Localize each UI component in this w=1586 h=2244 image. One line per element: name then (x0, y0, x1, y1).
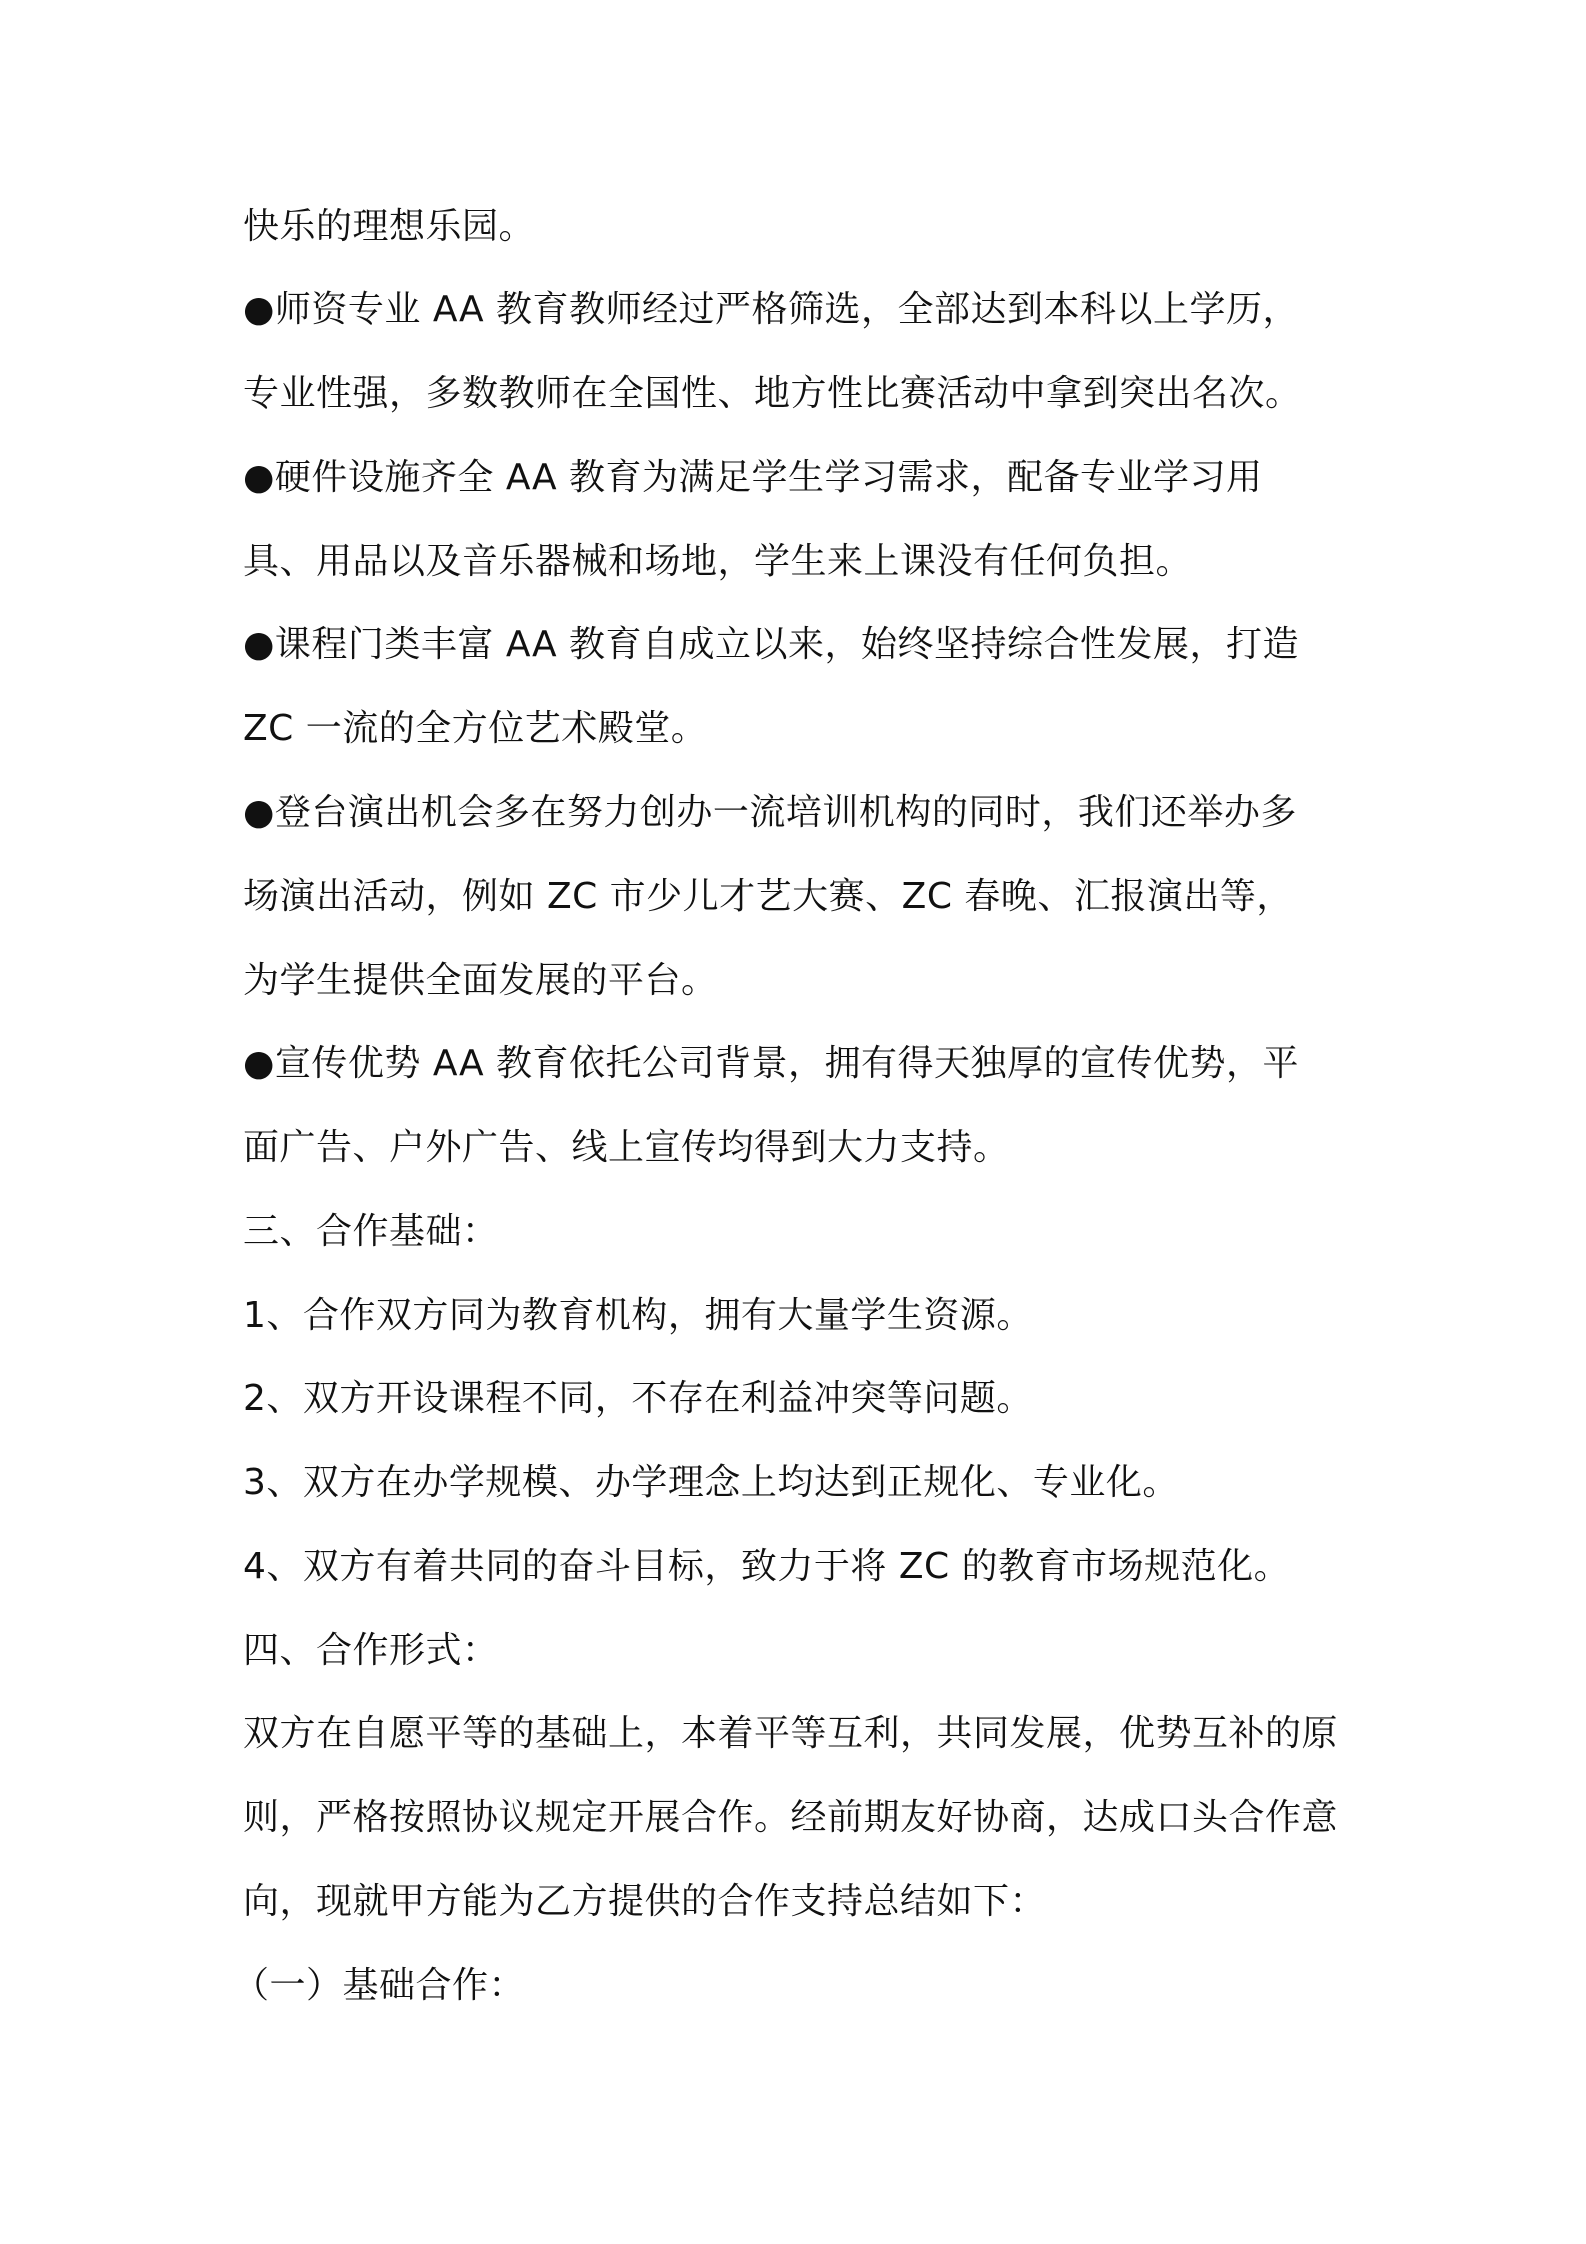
bullet-promotion: ●宣传优势 AA 教育依托公司背景，拥有得天独厚的宣传优势，平 (243, 1043, 1300, 1084)
paragraph-cooperation-form-3: 向，现就甲方能为乙方提供的合作支持总结如下： (243, 1881, 1047, 1922)
list-item-basis-1: 1、合作双方同为教育机构，拥有大量学生资源。 (243, 1295, 1033, 1336)
text-line-continuation: 快乐的理想乐园。 (243, 206, 536, 247)
text-line-courses-cont: ZC 一流的全方位艺术殿堂。 (243, 708, 708, 749)
text-line-performances-cont-2: 为学生提供全面发展的平台。 (243, 960, 718, 1001)
text-line-facilities-cont: 具、用品以及音乐器械和场地，学生来上课没有任何负担。 (243, 541, 1193, 582)
text-line-promotion-cont: 面广告、户外广告、线上宣传均得到大力支持。 (243, 1127, 1010, 1168)
list-item-basis-2: 2、双方开设课程不同，不存在利益冲突等问题。 (243, 1378, 1033, 1419)
bullet-performances: ●登台演出机会多在努力创办一流培训机构的同时，我们还举办多 (243, 792, 1297, 833)
bullet-teachers: ●师资专业 AA 教育教师经过严格筛选，全部达到本科以上学历， (243, 289, 1300, 330)
subsection-heading-basic-cooperation: （一）基础合作： (233, 1965, 526, 2006)
bullet-facilities: ●硬件设施齐全 AA 教育为满足学生学习需求，配备专业学习用 (243, 457, 1263, 498)
section-heading-cooperation-form: 四、合作形式： (243, 1630, 499, 1671)
list-item-basis-3: 3、双方在办学规模、办学理念上均达到正规化、专业化。 (243, 1462, 1179, 1503)
list-item-basis-4: 4、双方有着共同的奋斗目标，致力于将 ZC 的教育市场规范化。 (243, 1546, 1291, 1587)
text-line-teachers-cont: 专业性强，多数教师在全国性、地方性比赛活动中拿到突出名次。 (243, 373, 1302, 414)
section-heading-cooperation-basis: 三、合作基础： (243, 1211, 499, 1252)
paragraph-cooperation-form-2: 则，严格按照协议规定开展合作。经前期友好协商，达成口头合作意 (243, 1797, 1339, 1838)
bullet-courses: ●课程门类丰富 AA 教育自成立以来，始终坚持综合性发展，打造 (243, 624, 1300, 665)
text-line-performances-cont: 场演出活动，例如 ZC 市少儿才艺大赛、ZC 春晚、汇报演出等， (243, 876, 1293, 917)
paragraph-cooperation-form-1: 双方在自愿平等的基础上，本着平等互利，共同发展，优势互补的原 (243, 1713, 1339, 1754)
